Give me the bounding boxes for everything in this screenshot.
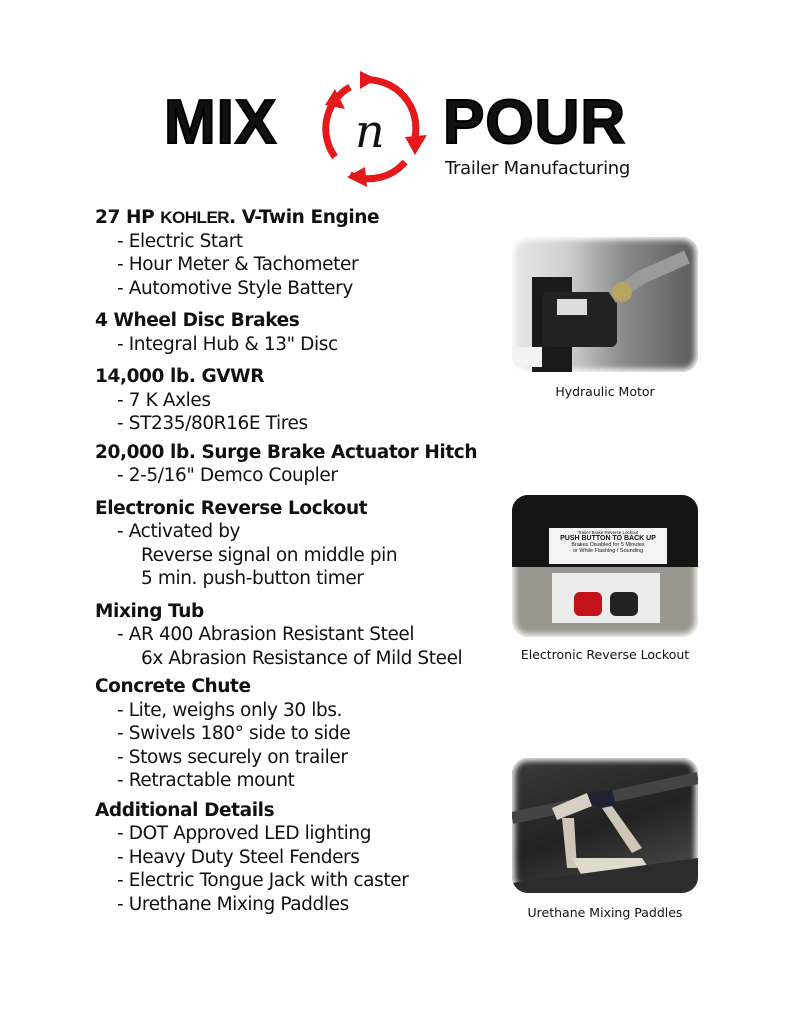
red-button <box>574 592 602 616</box>
list-subitem: 6x Abrasion Resistance of Mild Steel <box>141 647 463 669</box>
section-concrete-chute <box>95 675 515 793</box>
section-gvwr <box>95 365 515 436</box>
section-title: 4 Wheel Disc Brakes <box>95 310 300 331</box>
section-engine <box>95 206 515 300</box>
circular-arrows-icon <box>305 67 440 192</box>
list-item: - Electric Start <box>117 230 243 252</box>
list-item: - Retractable mount <box>117 770 295 791</box>
section-title: 27 HP KOHLER. V-Twin Engine <box>95 207 380 228</box>
list-item: - AR 400 Abrasion Resistant Steel <box>117 624 415 645</box>
section-mixing-tub <box>95 600 515 671</box>
list-item: - Activated by <box>117 521 241 542</box>
list-item: - ST235/80R16E Tires <box>117 413 308 434</box>
kohler-brand: KOHLER <box>160 208 230 227</box>
mix-n-pour-logo <box>160 62 640 187</box>
list-item: - Heavy Duty Steel Fenders <box>117 846 360 868</box>
section-title: Mixing Tub <box>95 600 204 622</box>
photo-caption: Urethane Mixing Paddles <box>527 905 683 920</box>
list-item: - Stows securely on trailer <box>117 746 348 768</box>
section-hitch <box>95 441 515 488</box>
section-title: Electronic Reverse Lockout <box>95 497 368 519</box>
lockout-sign: Trailer Brake Reverse Lockout PUSH BUTTON TO BACK UP Brakes Disabled for 5 Minutes or While Flashing / Sounding <box>549 528 667 564</box>
black-button <box>610 592 638 616</box>
mixing-paddles-photo <box>512 758 698 893</box>
section-title: 20,000 lb. Surge Brake Actuator Hitch <box>95 441 478 463</box>
logo-mix: MIX <box>164 88 278 157</box>
list-item: - Urethane Mixing Paddles <box>117 893 349 915</box>
spec-list <box>95 206 515 925</box>
hydraulic-motor-photo <box>512 237 698 372</box>
photo-caption: Hydraulic Motor <box>555 384 655 399</box>
list-subitem: Reverse signal on middle pin <box>141 544 398 566</box>
section-brakes <box>95 309 515 356</box>
section-title: Concrete Chute <box>95 676 251 697</box>
section-additional-details <box>95 799 515 917</box>
photo-caption: Electronic Reverse Lockout <box>520 647 690 662</box>
list-item: - Hour Meter & Tachometer <box>117 254 359 275</box>
logo-pour: POUR <box>443 88 627 157</box>
list-item: - 7 K Axles <box>117 389 211 411</box>
list-item: - Electric Tongue Jack with caster <box>117 870 409 891</box>
section-reverse-lockout <box>95 497 515 591</box>
list-subitem: 5 min. push-button timer <box>141 568 364 589</box>
logo-n: n <box>355 104 385 158</box>
list-item: - Automotive Style Battery <box>117 277 353 299</box>
logo-tagline: Trailer Manufacturing <box>445 158 631 179</box>
list-item: - Swivels 180° side to side <box>117 723 351 744</box>
list-item: - 2-5/16" Demco Coupler <box>117 465 338 486</box>
section-title: 14,000 lb. GVWR <box>95 366 265 387</box>
list-item: - Integral Hub & 13" Disc <box>117 333 338 355</box>
section-title: Additional Details <box>95 799 275 821</box>
list-item: - DOT Approved LED lighting <box>117 823 372 844</box>
list-item: - Lite, weighs only 30 lbs. <box>117 699 343 721</box>
reverse-lockout-photo <box>512 495 698 637</box>
